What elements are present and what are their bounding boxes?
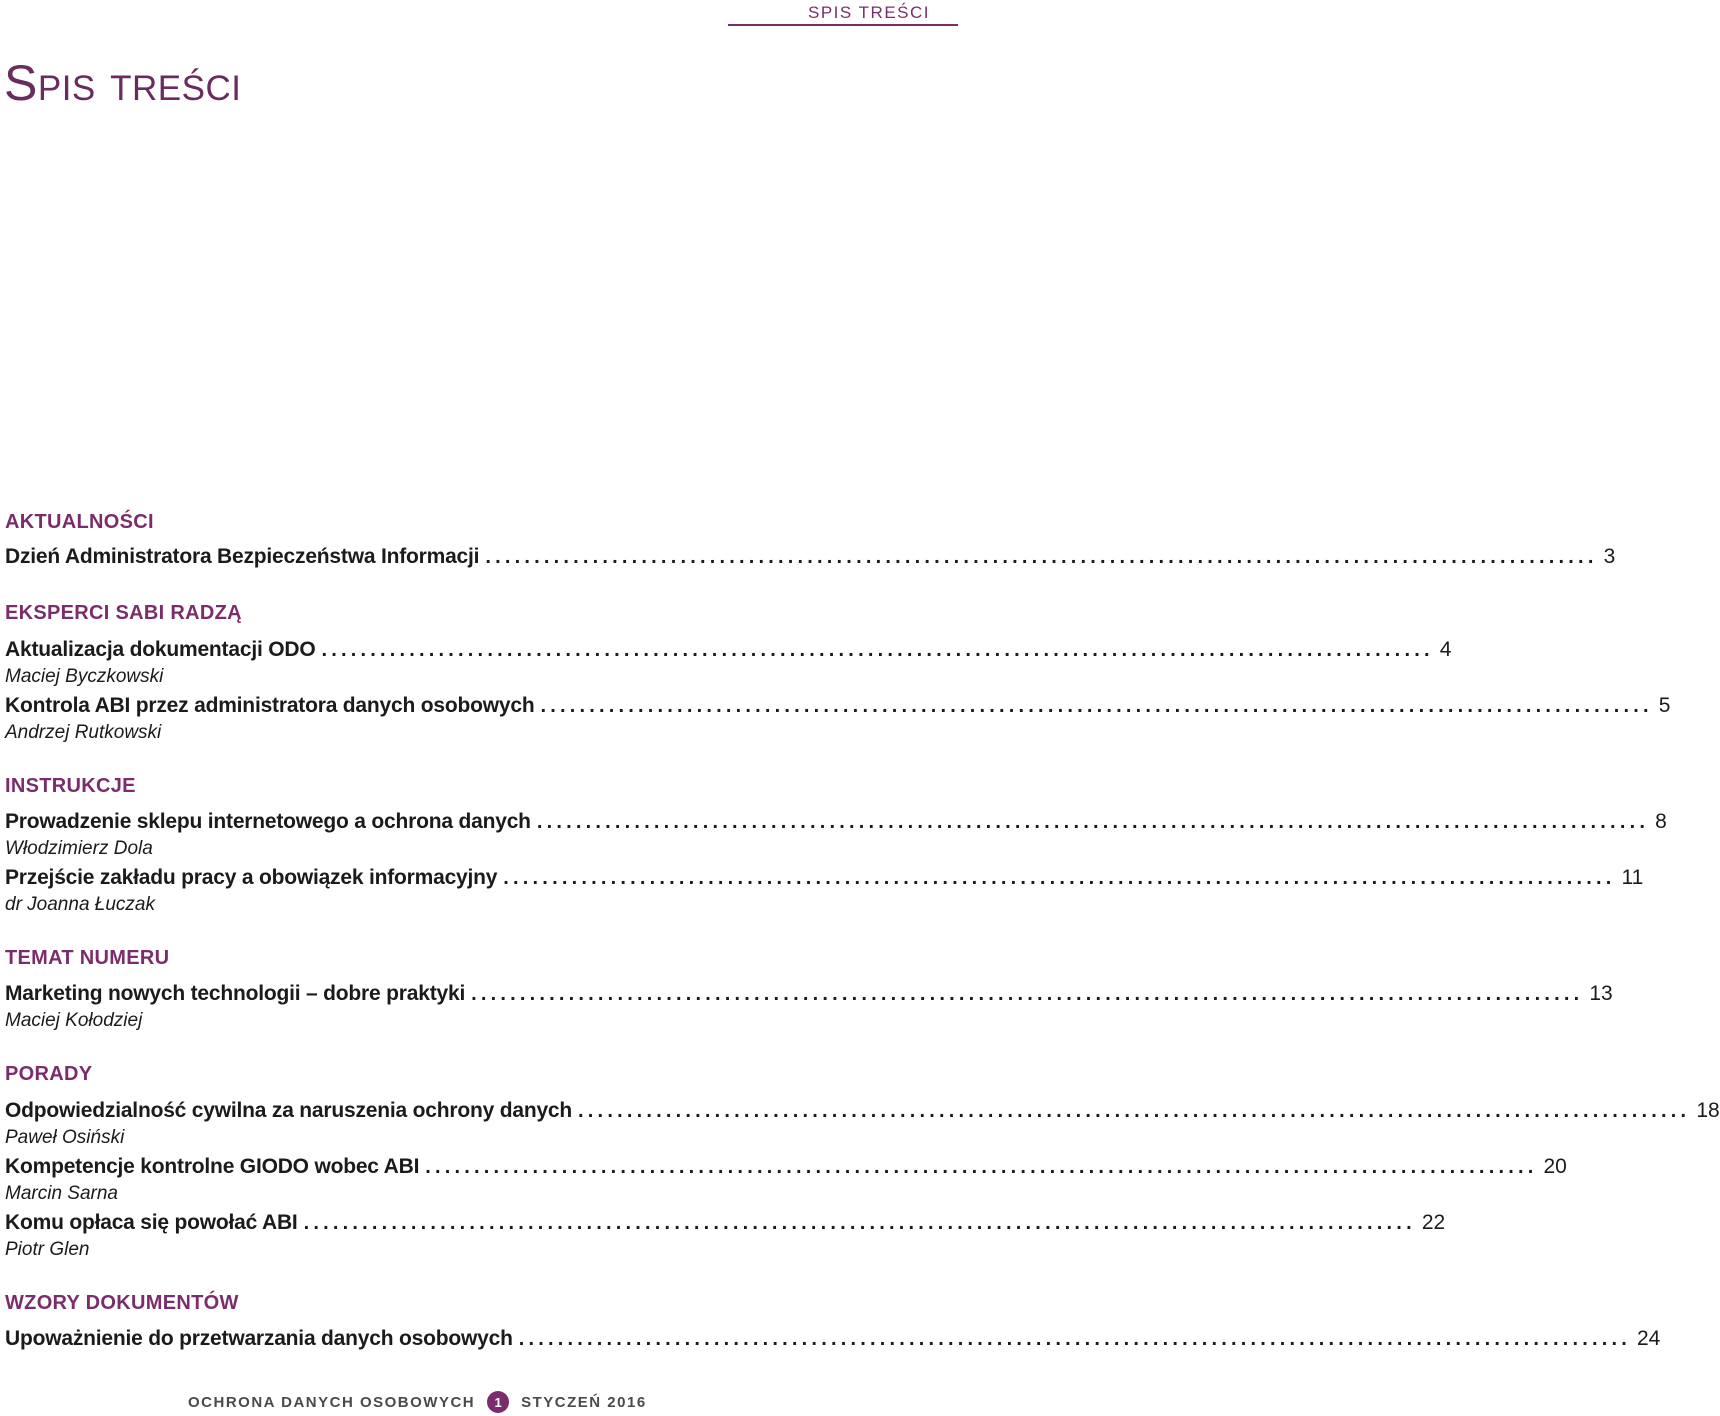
toc-entry[interactable] [5, 545, 1616, 601]
page-footer [188, 1388, 647, 1416]
toc-entry[interactable] [5, 1155, 1567, 1211]
entry-page-number: 13 [1589, 982, 1613, 1005]
entry-page-number: 18 [1696, 1099, 1720, 1122]
dot-leader: .................................................................................................................. [485, 546, 1598, 568]
entry-title: Aktualizacja dokumentacji ODO [5, 638, 316, 661]
toc-entry[interactable] [5, 810, 1667, 866]
dot-leader: .................................................................................................................. [540, 695, 1653, 717]
toc-entry[interactable] [5, 982, 1613, 1038]
entry-page-number: 22 [1421, 1211, 1446, 1234]
entry-title: Kontrola ABI przez administratora danych osobowych [5, 694, 535, 717]
issue-number-badge: 1 [487, 1391, 509, 1413]
dot-leader: .................................................................................................................. [425, 1156, 1538, 1178]
dot-leader: .................................................................................................................. [536, 811, 1650, 833]
section-label: AKTUALNOŚCI [5, 511, 154, 533]
entry-title: Dzień Administratora Bezpieczeństwa Informacji [5, 545, 480, 568]
footer-date: STYCZEŃ 2016 [521, 1393, 647, 1411]
section-label: TEMAT NUMERU [5, 947, 170, 969]
dot-leader: .................................................................................................................. [303, 1212, 1416, 1234]
entry-author: Maciej Byczkowski [5, 666, 164, 687]
entry-page-number: 5 [1658, 694, 1671, 717]
entry-author: Włodzimierz Dola [5, 838, 153, 859]
page-title: Spis treści [4, 55, 242, 111]
entry-title: Komu opłaca się powołać ABI [5, 1211, 298, 1234]
dot-leader: .................................................................................................................. [471, 983, 1584, 1005]
entry-page-number: 24 [1637, 1327, 1661, 1350]
section-label: EKSPERCI SABI RADZĄ [5, 602, 242, 624]
entry-title: Upoważnienie do przetwarzania danych osobowych [5, 1327, 513, 1350]
entry-author: dr Joanna Łuczak [5, 894, 155, 915]
running-head-label: SPIS TREŚCI [808, 3, 930, 22]
toc-entry[interactable] [5, 1099, 1720, 1155]
dot-leader: .................................................................................................................. [503, 867, 1616, 889]
entry-page-number: 11 [1621, 866, 1644, 889]
entry-title: Przejście zakładu pracy a obowiązek informacyjny [5, 866, 498, 889]
entry-page-number: 4 [1439, 638, 1452, 661]
dot-leader: .................................................................................................................. [518, 1328, 1631, 1350]
entry-title: Marketing nowych technologii – dobre praktyki [5, 982, 466, 1005]
toc-entry[interactable] [5, 866, 1644, 922]
dot-leader: .................................................................................................................. [321, 639, 1434, 661]
footer-publication: OCHRONA DANYCH OSOBOWYCH [188, 1393, 476, 1411]
entry-page-number: 8 [1655, 810, 1667, 833]
running-head [728, 0, 958, 26]
entry-author: Paweł Osiński [5, 1127, 125, 1148]
entry-author: Andrzej Rutkowski [5, 722, 162, 743]
toc-entry[interactable] [5, 638, 1452, 694]
section-label: INSTRUKCJE [5, 775, 136, 797]
entry-author: Maciej Kołodziej [5, 1010, 143, 1031]
toc-entry[interactable] [5, 1211, 1446, 1267]
toc-entry[interactable] [5, 1327, 1661, 1383]
entry-author: Marcin Sarna [5, 1183, 118, 1204]
toc-entry[interactable] [5, 694, 1671, 750]
entry-page-number: 3 [1603, 545, 1616, 568]
section-label: WZORY DOKUMENTÓW [5, 1292, 239, 1314]
entry-title: Kompetencje kontrolne GIODO wobec ABI [5, 1155, 420, 1178]
entry-author: Piotr Glen [5, 1239, 90, 1260]
entry-title: Odpowiedzialność cywilna za naruszenia ochrony danych [5, 1099, 573, 1122]
entry-title: Prowadzenie sklepu internetowego a ochrona danych [5, 810, 531, 833]
section-label: PORADY [5, 1063, 93, 1085]
entry-page-number: 20 [1543, 1155, 1567, 1178]
dot-leader: .................................................................................................................. [578, 1100, 1691, 1122]
